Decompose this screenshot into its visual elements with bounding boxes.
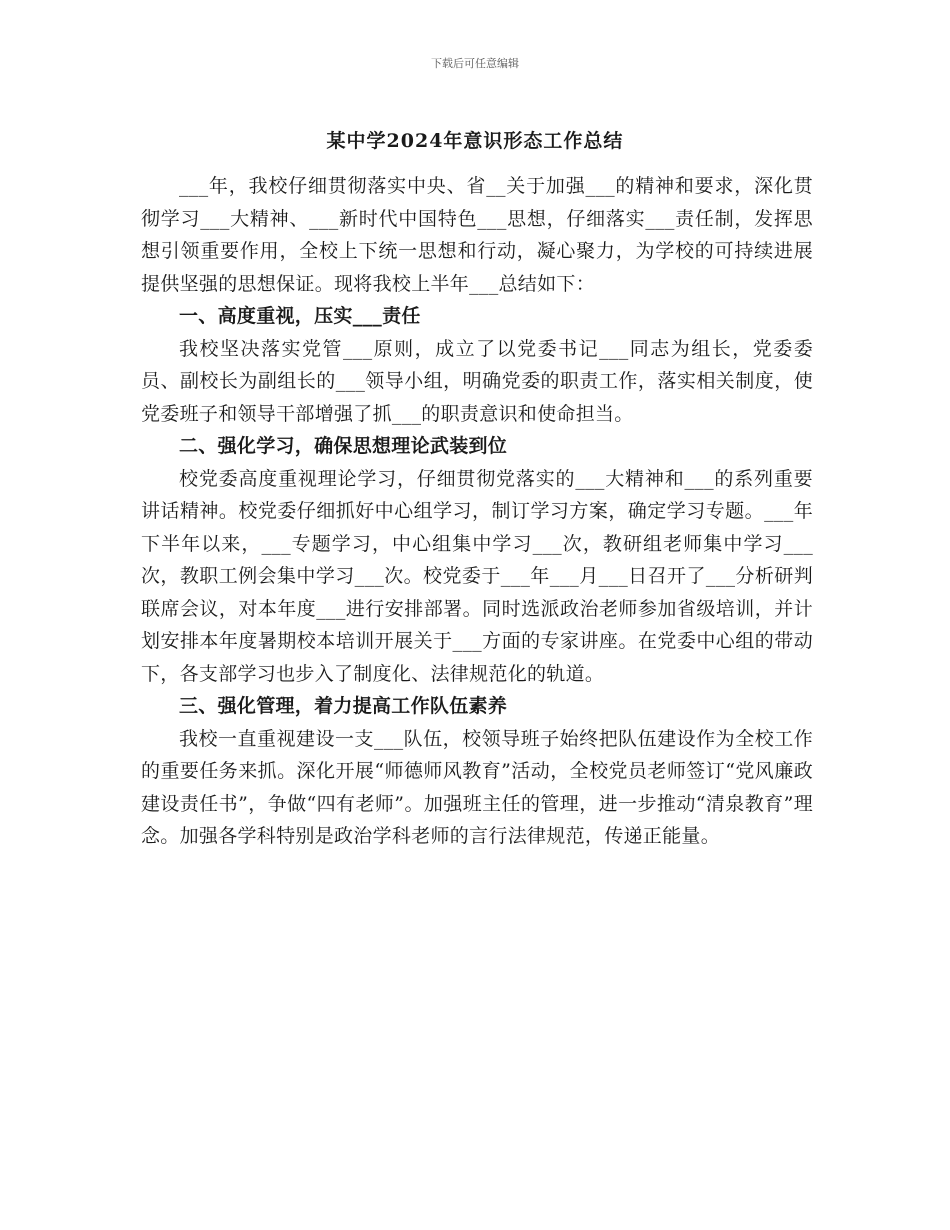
header-note: 下载后可任意编辑 xyxy=(431,57,519,70)
section-paragraph-1: 我校坚决落实党管___原则，成立了以党委书记___同志为组长，党委委员、副校长为副组长的___领导小组，明确党委的职责工作，落实相关制度，使党委班子和领导干部增强了抓___的职责意识和使命担当。 xyxy=(141,337,813,425)
intro-paragraph: ___年，我校仔细贯彻落实中央、省__关于加强___的精神和要求，深化贯彻学习___大精神、___新时代中国特色___思想，仔细落实___责任制，发挥思想引领重要作用，全校上下统一思想和行动，凝心聚力，为学校的可持续进展提供坚强的思想保证。现将我校上半年___总结如下： xyxy=(141,175,813,295)
section-paragraph-2: 校党委高度重视理论学习，仔细贯彻党落实的___大精神和___的系列重要讲话精神。校党委仔细抓好中心组学习，制订学习方案，确定学习专题。___年下半年以来，___专题学习，中心组集中学习___次，教研组老师集中学习___次，教职工例会集中学习___次。校党委于___年___月___日召开了___分析研判联席会议，对本年度___进行安排部署。同时选派政治老师参加省级培训，并计划安排本年度暑期校本培训开展关于___方面的专家讲座。在党委中心组的带动下，各支部学习也步入了制度化、法律规范化的轨道。 xyxy=(141,467,813,685)
document-body xyxy=(141,170,813,853)
section-heading-2: 二、强化学习，确保思想理论武装到位 xyxy=(179,435,508,457)
section-paragraph-3: 我校一直重视建设一支___队伍，校领导班子始终把队伍建设作为全校工作的重要任务来抓。深化开展“师德师风教育”活动，全校党员老师签订“党风廉政建设责任书”，争做“四有老师”。加强班主任的管理，进一步推动“清泉教育”理念。加强各学科特别是政治学科老师的言行法律规范，传递正能量。 xyxy=(141,727,813,847)
section-heading-1: 一、高度重视，压实___责任 xyxy=(179,305,421,327)
document-title: 某中学2024年意识形态工作总结 xyxy=(326,130,624,152)
section-heading-3: 三、强化管理，着力提高工作队伍素养 xyxy=(179,695,508,717)
